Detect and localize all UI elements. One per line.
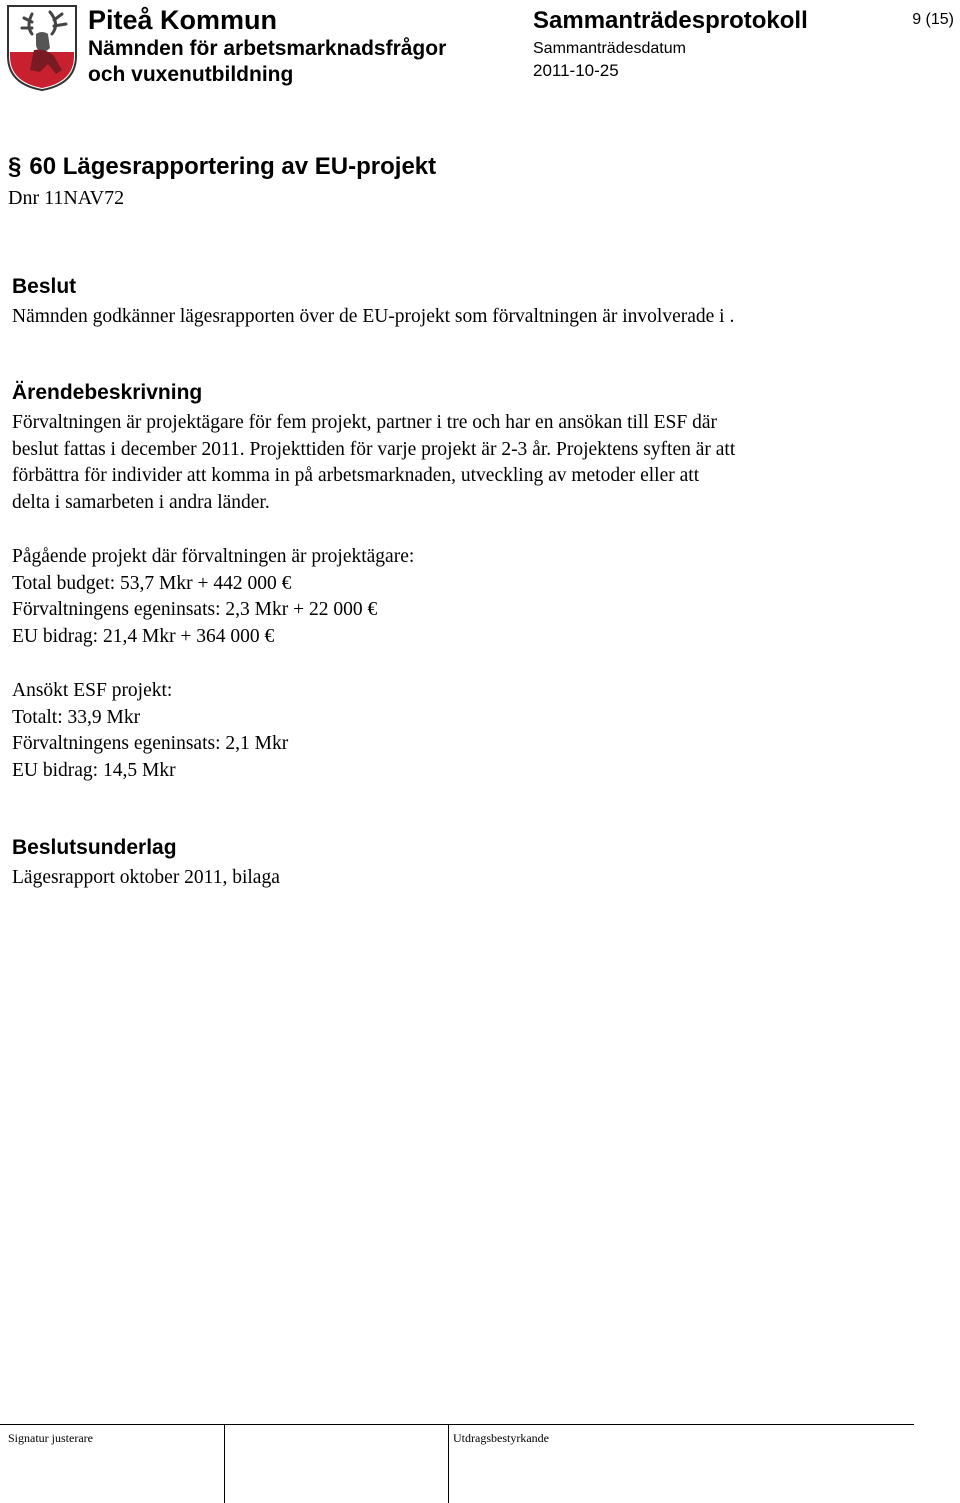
applied-eu-contribution: EU bidrag: 14,5 Mkr [12,760,176,782]
arendebeskrivning-heading: Ärendebeskrivning [12,381,203,404]
signature-label: Signatur justerare [8,1431,93,1445]
ongoing-projects-block [12,544,952,651]
document-type: Sammanträdesprotokoll [533,7,808,34]
paragraph-line: delta i samarbeten i andra länder. [12,492,270,514]
meeting-date-label: Sammanträdesdatum [533,40,686,57]
section-title: 60 Lägesrapportering av EU-projekt [29,153,437,180]
org-name: Piteå Kommun [88,5,278,35]
board-name-line2: och vuxenutbildning [88,63,294,86]
footer-divider [0,1424,914,1425]
diary-number: Dnr 11NAV72 [8,187,125,209]
reindeer-shield-icon [6,4,78,92]
beslutsunderlag-text: Lägesrapport oktober 2011, bilaga [12,867,280,888]
applied-esf-block [12,678,952,785]
beslut-text: Nämnden godkänner lägesrapporten över de EU-projekt som förvaltningen är involverade i . [12,306,735,327]
page-number: 9 (15) [912,11,954,28]
applied-own-contribution: Förvaltningens egeninsats: 2,1 Mkr [12,733,289,755]
section-heading [8,151,436,183]
applied-total: Totalt: 33,9 Mkr [12,706,141,728]
extract-certification-label: Utdragsbestyrkande [453,1431,549,1445]
arendebeskrivning-text [12,410,952,517]
meeting-date-value: 2011-10-25 [533,61,619,80]
beslut-heading: Beslut [12,275,77,298]
paragraph-line: förbättra för individer att komma in på arbetsmarknaden, utveckling av metoder eller att [12,465,700,487]
applied-esf-title: Ansökt ESF projekt: [12,680,173,701]
ongoing-own-contribution: Förvaltningens egeninsats: 2,3 Mkr + 22 000 € [12,599,378,621]
board-name [88,36,508,88]
beslutsunderlag-heading: Beslutsunderlag [12,836,177,859]
footer-column-divider [448,1425,449,1503]
paragraph-line: beslut fattas i december 2011. Projekttiden för varje projekt är 2-3 år. Projektens syften är att [12,438,736,460]
ongoing-projects-title: Pågående projekt där förvaltningen är projektägare: [12,546,415,567]
footer-column-divider [224,1425,225,1503]
paragraph-line: Förvaltningen är projektägare för fem projekt, partner i tre och har en ansökan till ESF där [12,412,718,433]
ongoing-eu-contribution: EU bidrag: 21,4 Mkr + 364 000 € [12,626,275,648]
ongoing-total-budget: Total budget: 53,7 Mkr + 442 000 € [12,572,292,594]
board-name-line1: Nämnden för arbetsmarknadsfrågor [88,37,447,60]
section-symbol: § [8,153,22,180]
